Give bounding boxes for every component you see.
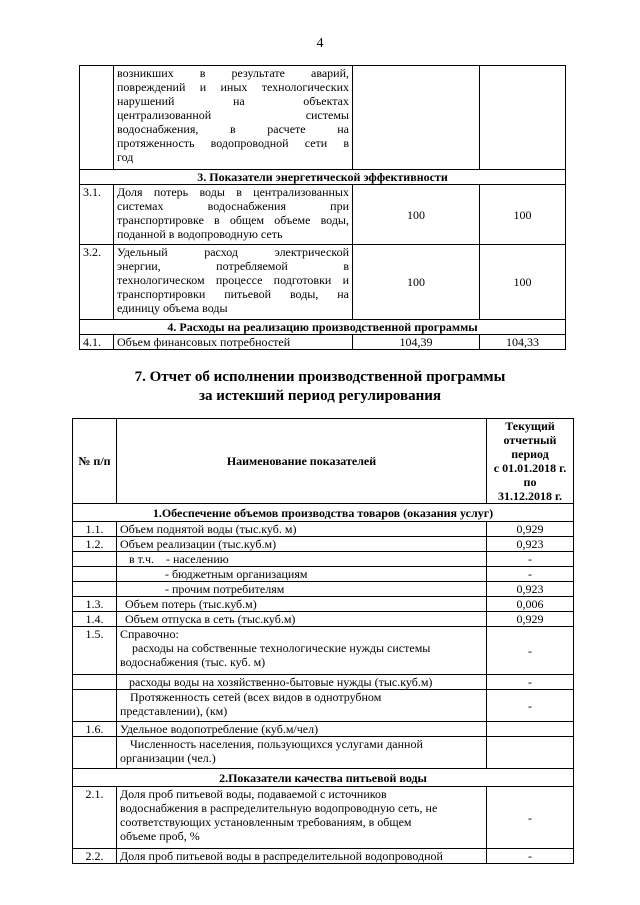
row-num: 1.4. (73, 612, 117, 627)
row-name: Объем реализации (тыс.куб.м) (117, 537, 487, 552)
row-name: Численность населения, пользующихся услугами данной организации (чел.) (117, 737, 487, 769)
row-num: 1.6. (73, 722, 117, 737)
table-row (73, 522, 574, 537)
row-name: Доля проб питьевой воды, подаваемой с источников водоснабжения в распределительную водопроводную сеть, не соответствующих установленным требованиям, в общем объеме проб, % (117, 787, 487, 849)
row-num (73, 582, 117, 597)
section-row (80, 170, 566, 185)
header-name: Наименование показателей (117, 419, 487, 504)
table-row (73, 552, 574, 567)
table-row (73, 787, 574, 849)
section-title: 4. Расходы на реализацию производственной программы (80, 320, 566, 335)
header-num: № п/п (73, 419, 117, 504)
row-value: - (487, 552, 574, 567)
table-row (73, 675, 574, 690)
row-value-2: 104,33 (480, 335, 566, 350)
row-value-1 (353, 66, 480, 170)
row-num: 4.1. (80, 335, 114, 350)
row-num (73, 567, 117, 582)
row-num: 1.5. (73, 627, 117, 675)
row-name: Удельное водопотребление (куб.м/чел) (117, 722, 487, 737)
row-num: 2.2. (73, 849, 117, 864)
table-row (73, 582, 574, 597)
row-value-2: 100 (480, 245, 566, 320)
row-value: 0,929 (487, 522, 574, 537)
row-name: Протяженность сетей (всех видов в однотрубном представлении), (км) (117, 690, 487, 722)
row-name: Удельный расход электрической энергии, потребляемой в технологическом процессе подготовки и транспортировки питьевой воды, на единицу объема воды (114, 245, 353, 320)
row-name: Объем потерь (тыс.куб.м) (117, 597, 487, 612)
row-num: 1.1. (73, 522, 117, 537)
row-value: 0,929 (487, 612, 574, 627)
row-value-2 (480, 66, 566, 170)
row-name: Объем поднятой воды (тыс.куб. м) (117, 522, 487, 537)
report-table (72, 418, 574, 864)
row-value: 0,923 (487, 537, 574, 552)
row-num: 1.3. (73, 597, 117, 612)
row-value: - (487, 675, 574, 690)
row-value (487, 722, 574, 737)
efficiency-table (79, 65, 566, 350)
row-value: 0,923 (487, 582, 574, 597)
section-row (73, 769, 574, 787)
row-name: - прочим потребителям (117, 582, 487, 597)
table-row (73, 722, 574, 737)
row-value (487, 737, 574, 769)
report-heading (0, 368, 640, 406)
table-row (73, 737, 574, 769)
row-num (73, 690, 117, 722)
page-number: 4 (316, 36, 324, 51)
row-value-2: 100 (480, 185, 566, 245)
row-value-1: 100 (353, 185, 480, 245)
header-period: Текущий отчетный период с 01.01.2018 г. по 31.12.2018 г. (487, 419, 574, 504)
row-name: - бюджетным организациям (117, 567, 487, 582)
row-name: расходы воды на хозяйственно-бытовые нужды (тыс.куб.м) (117, 675, 487, 690)
table-row (80, 185, 566, 245)
row-num: 1.2. (73, 537, 117, 552)
section-title: 1.Обеспечение объемов производства товаров (оказания услуг) (73, 504, 574, 522)
section-row (80, 320, 566, 335)
row-name: Справочно: расходы на собственные технологические нужды системы водоснабжения (тыс. куб. м) (117, 627, 487, 675)
table-row (73, 612, 574, 627)
row-num: 3.2. (80, 245, 114, 320)
section-title: 3. Показатели энергетической эффективности (80, 170, 566, 185)
table-row (73, 597, 574, 612)
row-value: - (487, 567, 574, 582)
table-row (80, 66, 566, 170)
row-name: возникших в результате аварий, повреждений и иных технологических нарушений на объектах централизованной системы водоснабжения, в расчете на протяженность водопроводной сети в год (114, 66, 353, 170)
table-row (73, 690, 574, 722)
section-row (73, 504, 574, 522)
section-title: 2.Показатели качества питьевой воды (73, 769, 574, 787)
row-name: в т.ч. - населению (117, 552, 487, 567)
table-row (73, 627, 574, 675)
table-row (73, 537, 574, 552)
row-num: 3.1. (80, 185, 114, 245)
row-name: Объем финансовых потребностей (114, 335, 353, 350)
table-row (73, 567, 574, 582)
row-name: Доля проб питьевой воды в распределительной водопроводной (117, 849, 487, 864)
row-num: 2.1. (73, 787, 117, 849)
row-value-1: 100 (353, 245, 480, 320)
report-heading-line-2: за истекший период регулирования (198, 388, 442, 404)
table-row (80, 245, 566, 320)
row-name: Доля потерь воды в централизованных системах водоснабжения при транспортировке в общем объеме воды, поданной в водопроводную сеть (114, 185, 353, 245)
row-name: Объем отпуска в сеть (тыс.куб.м) (117, 612, 487, 627)
row-num (80, 66, 114, 170)
row-value: - (487, 849, 574, 864)
row-value-1: 104,39 (353, 335, 480, 350)
row-num (73, 675, 117, 690)
row-num (73, 552, 117, 567)
row-value: - (487, 627, 574, 675)
table-row (80, 335, 566, 350)
row-value: - (487, 787, 574, 849)
report-heading-line-1: 7. Отчет об исполнении производственной программы (134, 369, 506, 385)
row-value: - (487, 690, 574, 722)
row-value: 0,006 (487, 597, 574, 612)
table-row (73, 849, 574, 864)
row-num (73, 737, 117, 769)
header-row (73, 419, 574, 504)
